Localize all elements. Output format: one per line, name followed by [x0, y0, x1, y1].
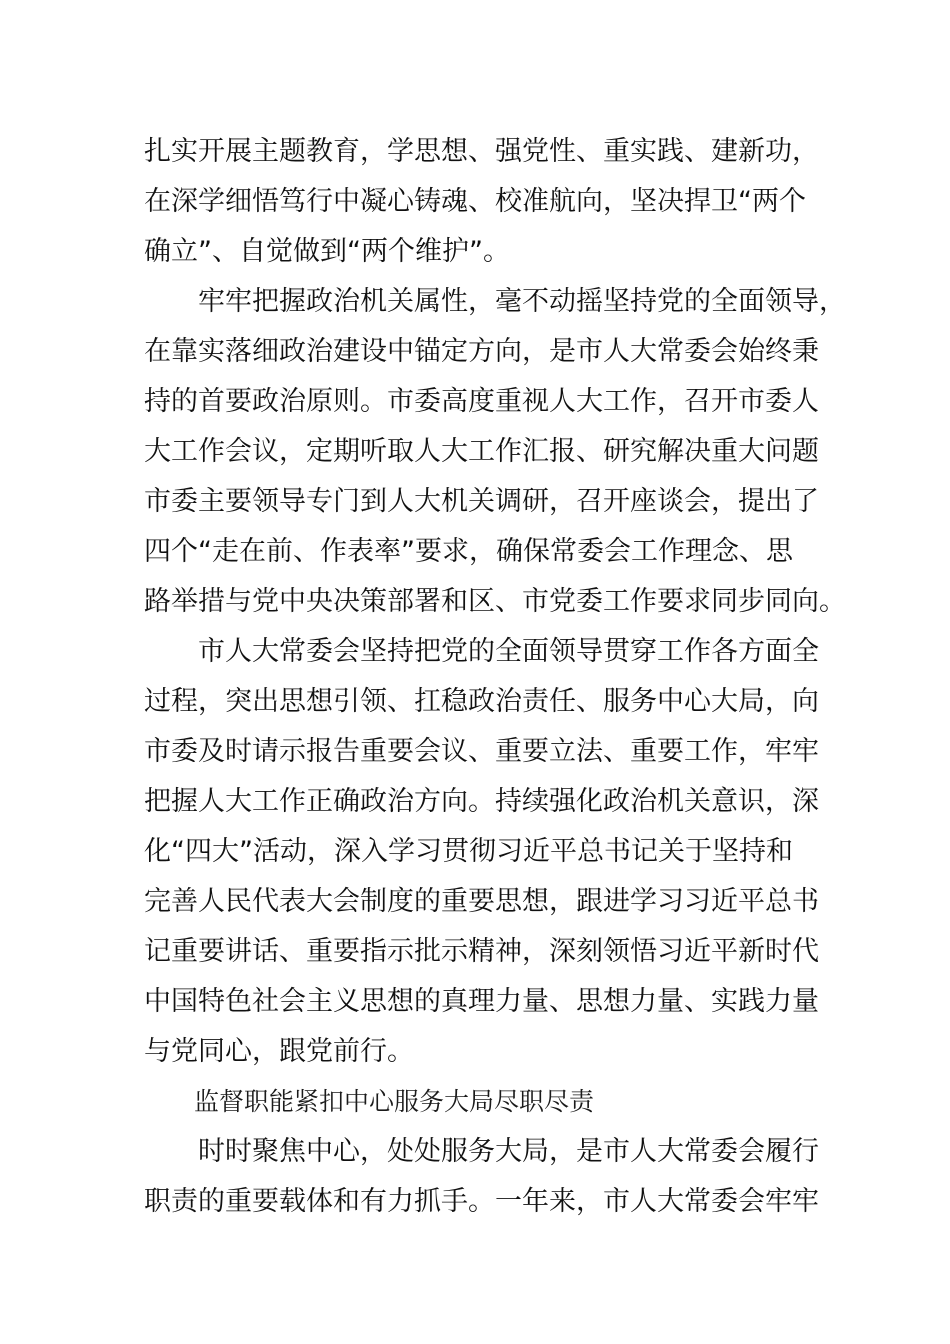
- text-line: 完善人民代表大会制度的重要思想，跟进学习习近平总书: [144, 886, 819, 917]
- text-line: 把握人大工作正确政治方向。持续强化政治机关意识，深: [144, 786, 819, 817]
- text-line: 持的首要政治原则。市委高度重视人大工作，召开市委人: [144, 386, 819, 417]
- text-line: 牢牢把握政治机关属性，毫不动摇坚持党的全面领导，: [144, 286, 846, 317]
- text-line: 职责的重要载体和有力抓手。一年来，市人大常委会牢牢: [144, 1186, 819, 1217]
- text-line: 市人大常委会坚持把党的全面领导贯穿工作各方面全: [144, 636, 819, 667]
- text-line: 中国特色社会主义思想的真理力量、思想力量、实践力量: [144, 986, 819, 1017]
- text-line: 大工作会议，定期听取人大工作汇报、研究解决重大问题: [144, 436, 819, 467]
- text-line: 市委及时请示报告重要会议、重要立法、重要工作，牢牢: [144, 736, 819, 767]
- text-line: 在深学细悟笃行中凝心铸魂、校准航向，坚决捍卫“两个: [144, 186, 806, 217]
- text-line: 时时聚焦中心，处处服务大局，是市人大常委会履行: [144, 1136, 819, 1167]
- text-line: 扎实开展主题教育，学思想、强党性、重实践、建新功，: [144, 136, 819, 167]
- text-line: 化“四大”活动，深入学习贯彻习近平总书记关于坚持和: [144, 836, 793, 867]
- text-line: 过程，突出思想引领、扛稳政治责任、服务中心大局，向: [144, 686, 819, 717]
- body-text: [144, 127, 846, 1227]
- text-line: 市委主要领导专门到人大机关调研，召开座谈会，提出了: [144, 486, 819, 517]
- text-line: 与党同心，跟党前行。: [144, 1036, 414, 1067]
- section-heading: 监督职能紧扣中心服务大局尽职尽责: [144, 1087, 595, 1116]
- text-line: 四个“走在前、作表率”要求，确保常委会工作理念、思: [144, 536, 793, 567]
- text-line: 路举措与党中央决策部署和区、市党委工作要求同步同向。: [144, 586, 846, 617]
- text-line: 在靠实落细政治建设中锚定方向，是市人大常委会始终秉: [144, 336, 819, 367]
- text-line: 记重要讲话、重要指示批示精神，深刻领悟习近平新时代: [144, 936, 819, 967]
- text-line: 确立”、自觉做到“两个维护”。: [144, 236, 510, 267]
